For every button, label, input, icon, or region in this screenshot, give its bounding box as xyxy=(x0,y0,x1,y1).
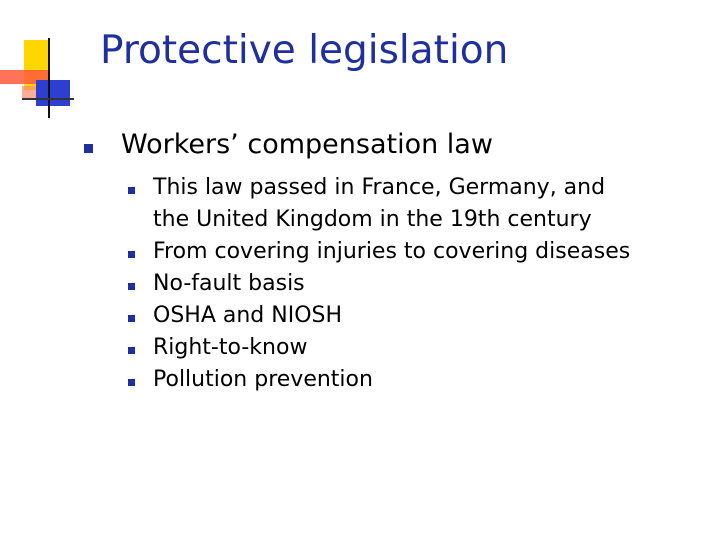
square-bullet-icon xyxy=(128,315,135,322)
square-bullet-icon xyxy=(128,379,135,386)
logo-horizontal-line xyxy=(22,98,74,100)
square-bullet-icon xyxy=(128,251,135,258)
square-bullet-icon xyxy=(128,347,135,354)
level2-bullet-text: Pollution prevention xyxy=(153,367,373,392)
level2-bullet-item xyxy=(128,172,630,236)
level1-bullet-item xyxy=(84,128,493,162)
logo-blue-square xyxy=(36,80,70,106)
level2-bullet-text: OSHA and NIOSH xyxy=(153,303,343,328)
level2-bullet-item xyxy=(128,300,630,332)
level2-bullet-text: Right-to-know xyxy=(153,335,308,360)
level2-bullet-list xyxy=(128,172,630,396)
square-bullet-icon xyxy=(128,187,135,194)
level2-bullet-item xyxy=(128,364,630,396)
square-bullet-icon xyxy=(128,283,135,290)
level2-bullet-item xyxy=(128,268,630,300)
level2-bullet-item xyxy=(128,332,630,364)
logo-vertical-line xyxy=(48,38,50,118)
level2-bullet-text: From covering injuries to covering diseases xyxy=(153,239,631,264)
level1-bullet-text: Workers’ compensation law xyxy=(121,129,493,160)
level2-bullet-text: This law passed in France, Germany, and the United Kingdom in the 19th century xyxy=(153,175,606,232)
level2-bullet-text: No-fault basis xyxy=(153,271,305,296)
corner-squares-logo xyxy=(0,0,80,120)
square-bullet-icon xyxy=(84,144,93,153)
level2-bullet-item xyxy=(128,236,630,268)
slide-title: Protective legislation xyxy=(100,28,509,73)
